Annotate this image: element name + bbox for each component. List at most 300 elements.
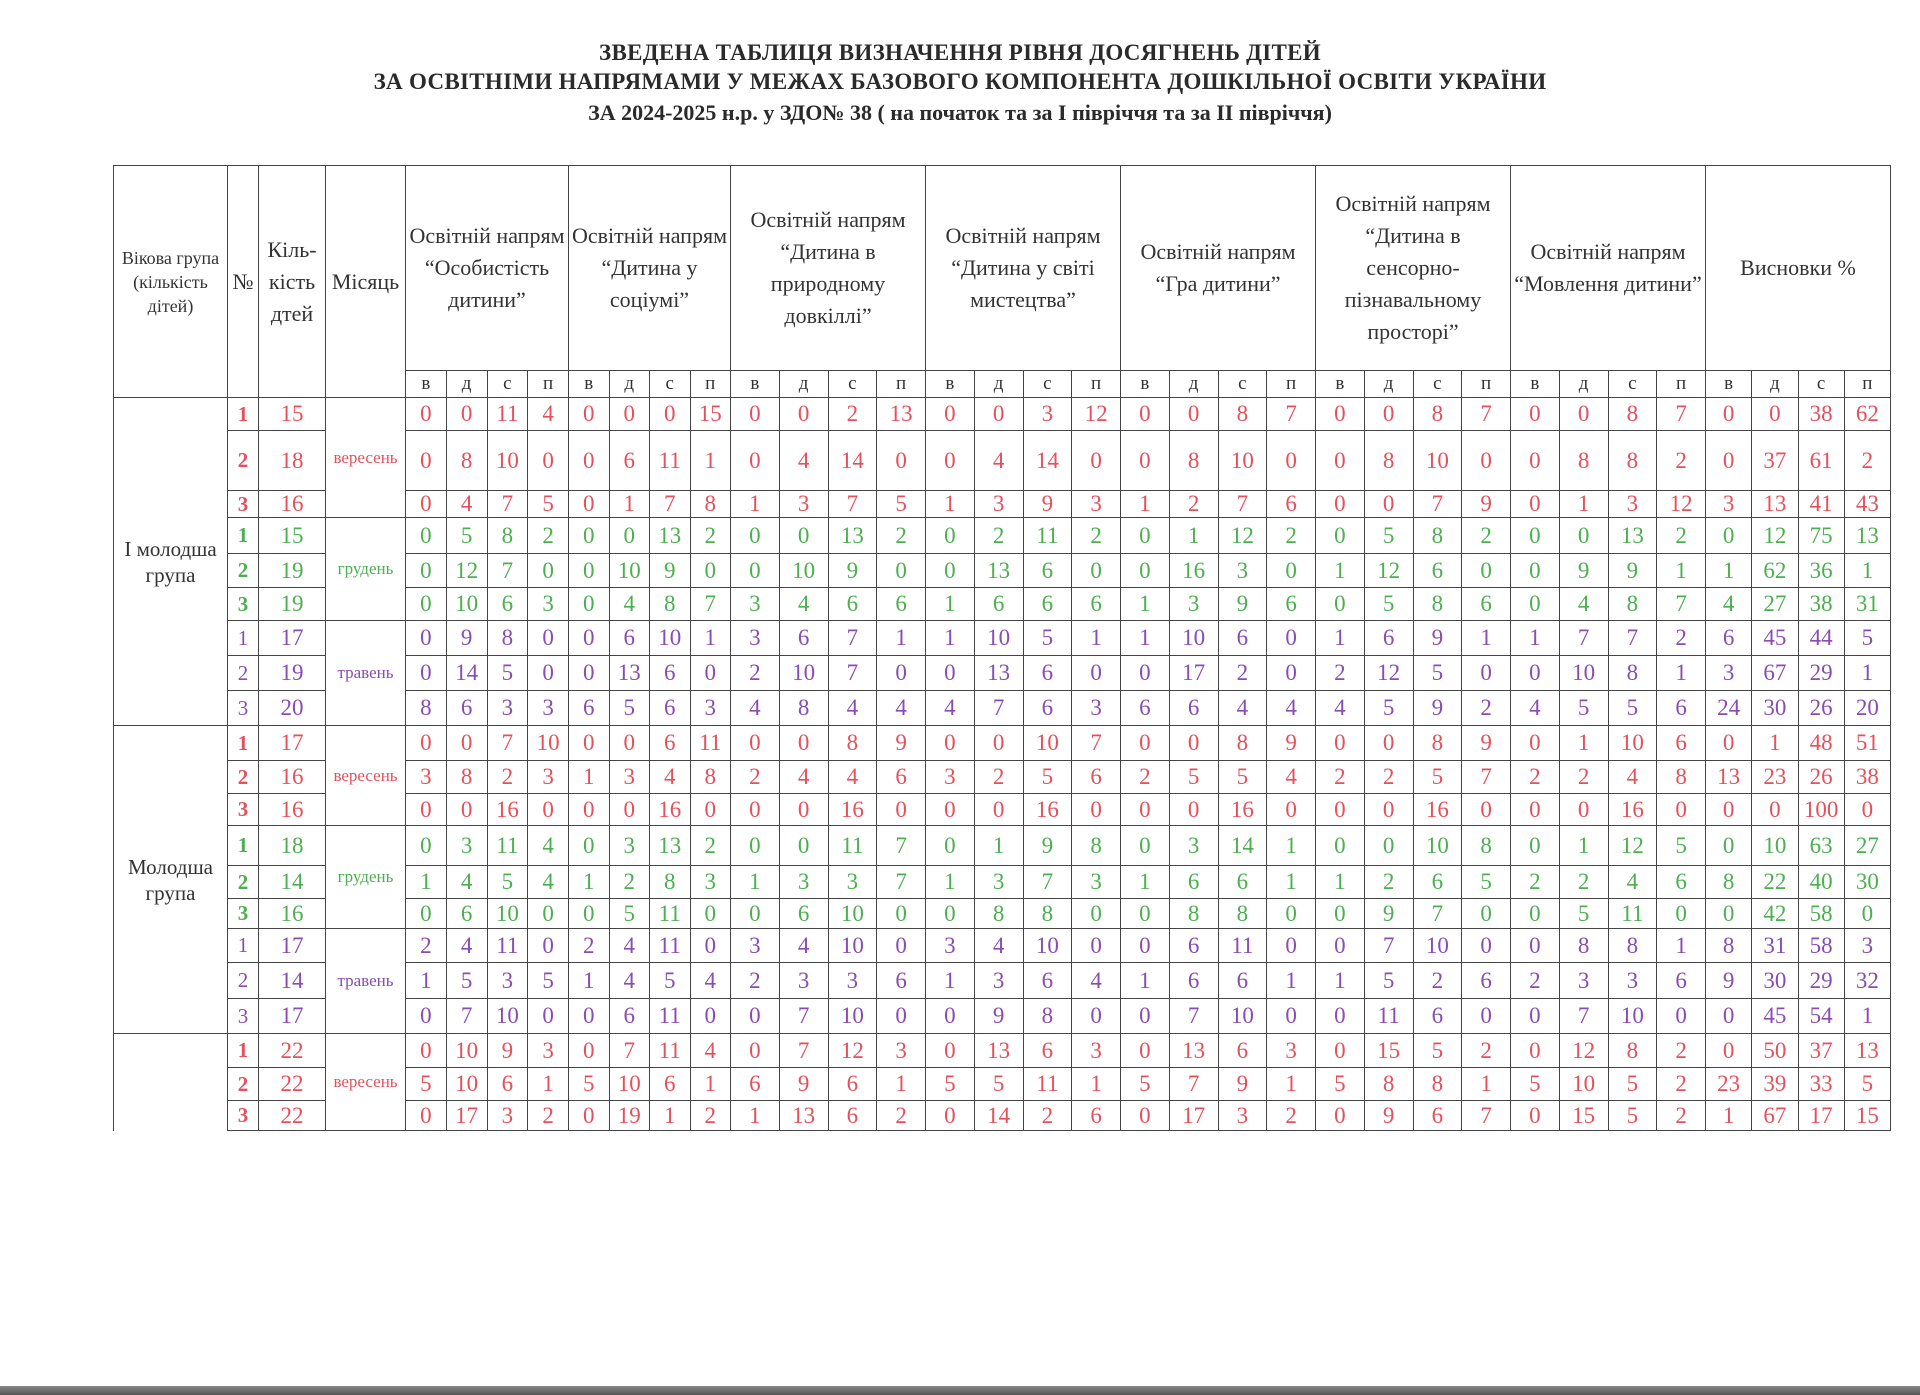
conclusion-percent: 37 [1798,1034,1844,1068]
level-value: 10 [487,999,528,1034]
row-number: 1 [228,621,259,656]
children-count: 17 [259,999,326,1034]
level-value: 9 [1218,588,1267,621]
level-value: 2 [1657,431,1706,491]
level-value: 5 [1364,588,1413,621]
level-value: 7 [487,726,528,761]
conclusion-percent: 31 [1844,588,1890,621]
level-value: 12 [828,1034,877,1068]
level-value: 10 [779,554,828,588]
level-value: 7 [828,491,877,518]
level-value: 11 [1218,929,1267,963]
level-value: 0 [1316,999,1365,1034]
conclusion-percent: 20 [1844,691,1890,726]
level-value: 8 [650,866,691,899]
level-value: 16 [1023,794,1072,826]
level-value: 9 [1364,1101,1413,1131]
conclusion-percent: 1 [1844,999,1890,1034]
level-value: 3 [731,588,780,621]
level-value: 0 [1169,726,1218,761]
conclusion-percent: 39 [1752,1068,1798,1101]
level-value: 3 [828,866,877,899]
level-value: 1 [1072,621,1121,656]
level-value: 0 [569,554,610,588]
level-value: 2 [690,518,731,554]
level-value: 0 [1121,656,1170,691]
level-value: 6 [446,691,487,726]
level-value: 5 [926,1068,975,1101]
level-value: 3 [828,963,877,999]
level-value: 16 [650,794,691,826]
level-value: 4 [974,431,1023,491]
level-value: 3 [1023,398,1072,431]
level-value: 0 [569,588,610,621]
level-value: 2 [1316,761,1365,794]
conclusion-percent: 17 [1798,1101,1844,1131]
level-value: 8 [1169,431,1218,491]
level-value: 7 [1169,1068,1218,1101]
level-value: 1 [1316,621,1365,656]
level-value: 4 [446,929,487,963]
level-header-s: с [650,371,691,398]
level-value: 4 [779,761,828,794]
level-value: 0 [1316,398,1365,431]
level-value: 7 [609,1034,650,1068]
level-value: 7 [779,1034,828,1068]
level-value: 0 [926,431,975,491]
conclusion-percent: 13 [1752,491,1798,518]
level-value: 2 [1267,518,1316,554]
level-value: 0 [528,929,569,963]
level-value: 0 [1657,999,1706,1034]
level-value: 0 [1121,726,1170,761]
level-value: 0 [1121,899,1170,929]
level-value: 9 [446,621,487,656]
level-value: 0 [1121,999,1170,1034]
level-value: 4 [1218,691,1267,726]
level-value: 10 [1023,726,1072,761]
children-count: 22 [259,1034,326,1068]
level-value: 8 [1608,1034,1657,1068]
level-value: 0 [1316,929,1365,963]
level-value: 16 [1608,794,1657,826]
level-value: 0 [877,899,926,929]
level-header-d: д [1364,371,1413,398]
level-value: 4 [690,1034,731,1068]
level-value: 1 [406,866,447,899]
level-header-v: в [569,371,610,398]
level-value: 6 [650,726,691,761]
level-value: 2 [1657,518,1706,554]
level-value: 0 [1072,999,1121,1034]
level-value: 0 [528,899,569,929]
level-value: 5 [1608,691,1657,726]
level-value: 3 [731,929,780,963]
level-value: 13 [974,554,1023,588]
level-value: 1 [1657,656,1706,691]
table-row [114,826,1891,866]
conclusion-percent: 50 [1752,1034,1798,1068]
level-value: 8 [1608,398,1657,431]
level-value: 2 [1511,963,1560,999]
level-value: 2 [528,518,569,554]
level-header-p: п [690,371,731,398]
level-value: 2 [1364,866,1413,899]
level-value: 0 [926,899,975,929]
level-value: 3 [779,866,828,899]
conclusion-percent: 13 [1844,1034,1890,1068]
conclusion-percent: 0 [1706,431,1752,491]
row-number: 2 [228,656,259,691]
level-value: 5 [1218,761,1267,794]
level-value: 1 [569,866,610,899]
level-value: 3 [690,866,731,899]
level-value: 0 [1316,518,1365,554]
level-header-p: п [1844,371,1890,398]
level-value: 0 [974,794,1023,826]
level-value: 4 [877,691,926,726]
level-value: 6 [1413,1101,1462,1131]
level-value: 0 [1316,1101,1365,1131]
level-value: 0 [926,398,975,431]
conclusion-percent: 3 [1706,491,1752,518]
level-value: 9 [1023,826,1072,866]
level-value: 4 [528,826,569,866]
level-value: 0 [926,656,975,691]
conclusion-percent: 0 [1752,398,1798,431]
level-value: 6 [1023,1034,1072,1068]
table-row [114,929,1891,963]
level-value: 1 [1121,491,1170,518]
level-value: 13 [1169,1034,1218,1068]
level-value: 11 [650,1034,691,1068]
conclusion-percent: 1 [1706,554,1752,588]
level-value: 11 [1023,1068,1072,1101]
level-value: 1 [569,761,610,794]
level-value: 5 [1364,691,1413,726]
level-header-v: в [406,371,447,398]
level-value: 1 [1316,963,1365,999]
level-value: 0 [779,726,828,761]
level-value: 0 [877,656,926,691]
level-value: 3 [690,691,731,726]
level-value: 3 [446,826,487,866]
level-value: 0 [1121,826,1170,866]
level-value: 2 [609,866,650,899]
level-value: 3 [779,963,828,999]
level-value: 0 [1121,794,1170,826]
month-cell: грудень [326,518,406,621]
level-value: 7 [487,491,528,518]
level-value: 0 [1316,1034,1365,1068]
level-header-d: д [446,371,487,398]
month-cell: травень [326,621,406,726]
level-value: 8 [690,491,731,518]
conclusion-percent: 0 [1706,794,1752,826]
level-value: 7 [1169,999,1218,1034]
level-value: 2 [569,929,610,963]
conclusion-percent: 12 [1752,518,1798,554]
level-value: 2 [974,761,1023,794]
level-value: 0 [974,726,1023,761]
level-value: 0 [1316,726,1365,761]
level-value: 5 [487,656,528,691]
header-age-group: Вікова група (кількість дітей) [114,166,228,398]
level-value: 0 [1121,431,1170,491]
level-value: 6 [1023,554,1072,588]
level-value: 10 [487,899,528,929]
conclusion-percent: 2 [1844,431,1890,491]
level-value: 7 [487,554,528,588]
level-value: 6 [1218,1034,1267,1068]
level-value: 6 [828,588,877,621]
level-value: 0 [1511,726,1560,761]
level-value: 6 [650,691,691,726]
level-value: 6 [609,999,650,1034]
level-value: 0 [406,491,447,518]
level-value: 6 [1023,691,1072,726]
conclusion-percent: 41 [1798,491,1844,518]
level-value: 8 [1559,431,1608,491]
level-value: 1 [1121,866,1170,899]
level-value: 3 [974,866,1023,899]
level-value: 13 [974,1034,1023,1068]
header-block-nature: Освітній напрям “Дитина в природному довкіллі” [731,166,926,371]
level-value: 0 [1511,518,1560,554]
level-value: 5 [1316,1068,1365,1101]
summary-table [113,165,1891,1131]
level-value: 0 [690,656,731,691]
level-value: 0 [1559,794,1608,826]
level-value: 0 [926,554,975,588]
page-title-line-1: ЗВЕДЕНА ТАБЛИЦЯ ВИЗНАЧЕННЯ РІВНЯ ДОСЯГНЕНЬ ДІТЕЙ [599,40,1321,65]
children-count: 17 [259,929,326,963]
level-value: 9 [1218,1068,1267,1101]
level-value: 2 [690,1101,731,1131]
conclusion-percent: 0 [1844,899,1890,929]
level-value: 15 [690,398,731,431]
level-value: 0 [569,621,610,656]
level-value: 3 [974,491,1023,518]
level-value: 1 [926,588,975,621]
conclusion-percent: 13 [1706,761,1752,794]
level-value: 1 [926,866,975,899]
level-value: 0 [1364,826,1413,866]
children-count: 15 [259,518,326,554]
level-value: 2 [1023,1101,1072,1131]
level-value: 5 [1023,621,1072,656]
level-value: 11 [650,899,691,929]
level-value: 4 [650,761,691,794]
scanner-edge [0,1386,1920,1395]
level-value: 0 [528,999,569,1034]
age-group-cell [114,1034,228,1131]
row-number: 2 [228,554,259,588]
level-value: 1 [1121,621,1170,656]
row-number: 1 [228,826,259,866]
level-value: 0 [1364,726,1413,761]
level-value: 6 [487,1068,528,1101]
conclusion-percent: 0 [1706,518,1752,554]
level-value: 3 [487,963,528,999]
level-value: 9 [1413,691,1462,726]
level-value: 6 [1413,554,1462,588]
level-value: 2 [1657,1068,1706,1101]
level-value: 6 [1023,963,1072,999]
conclusion-percent: 0 [1752,794,1798,826]
conclusion-percent: 23 [1706,1068,1752,1101]
level-value: 5 [406,1068,447,1101]
level-value: 2 [1316,656,1365,691]
level-value: 6 [1657,866,1706,899]
level-value: 3 [528,691,569,726]
level-value: 6 [828,1068,877,1101]
level-value: 1 [1072,1068,1121,1101]
level-value: 8 [1218,398,1267,431]
level-value: 1 [926,963,975,999]
level-value: 0 [974,398,1023,431]
level-value: 16 [828,794,877,826]
level-value: 2 [974,518,1023,554]
level-value: 15 [1364,1034,1413,1068]
level-value: 0 [1511,398,1560,431]
level-value: 6 [609,621,650,656]
level-value: 0 [406,999,447,1034]
level-value: 11 [1364,999,1413,1034]
level-value: 5 [1657,826,1706,866]
conclusion-percent: 5 [1844,621,1890,656]
level-value: 0 [569,656,610,691]
level-value: 11 [1608,899,1657,929]
level-value: 3 [528,1034,569,1068]
level-value: 3 [528,588,569,621]
level-value: 4 [974,929,1023,963]
level-value: 2 [731,761,780,794]
level-value: 7 [1462,398,1511,431]
level-value: 6 [877,761,926,794]
children-count: 17 [259,726,326,761]
row-number: 1 [228,726,259,761]
level-value: 19 [609,1101,650,1131]
header-block-society: Освітній напрям “Дитина у соціумі” [569,166,731,371]
level-value: 0 [1072,431,1121,491]
age-group-cell: І молодша група [114,398,228,726]
row-number: 2 [228,761,259,794]
level-value: 0 [779,518,828,554]
level-value: 8 [1608,656,1657,691]
level-value: 12 [1559,1034,1608,1068]
conclusion-percent: 1 [1706,1101,1752,1131]
level-value: 5 [1169,761,1218,794]
level-value: 6 [1072,1101,1121,1131]
level-value: 3 [528,761,569,794]
level-value: 0 [731,794,780,826]
level-value: 1 [926,491,975,518]
children-count: 19 [259,588,326,621]
level-value: 6 [650,1068,691,1101]
level-value: 1 [1267,1068,1316,1101]
level-value: 9 [1364,899,1413,929]
level-value: 10 [1608,726,1657,761]
level-value: 15 [1559,1101,1608,1131]
row-number: 3 [228,588,259,621]
conclusion-percent: 30 [1752,691,1798,726]
level-value: 0 [1267,431,1316,491]
level-value: 0 [731,999,780,1034]
level-value: 6 [877,963,926,999]
level-value: 7 [1023,866,1072,899]
conclusion-percent: 31 [1752,929,1798,963]
level-value: 7 [446,999,487,1034]
level-value: 0 [406,899,447,929]
level-value: 0 [1121,1101,1170,1131]
level-value: 2 [406,929,447,963]
level-value: 6 [1072,761,1121,794]
conclusion-percent: 61 [1798,431,1844,491]
level-value: 0 [1121,398,1170,431]
level-value: 3 [487,691,528,726]
row-number: 2 [228,1068,259,1101]
month-cell: вересень [326,726,406,826]
level-value: 6 [650,656,691,691]
row-number: 3 [228,899,259,929]
row-number: 3 [228,491,259,518]
level-value: 1 [1559,826,1608,866]
level-value: 1 [974,826,1023,866]
level-value: 12 [1608,826,1657,866]
level-value: 1 [406,963,447,999]
level-value: 10 [1218,431,1267,491]
level-value: 0 [1072,929,1121,963]
level-value: 7 [877,826,926,866]
level-value: 11 [650,929,691,963]
level-value: 0 [1316,431,1365,491]
level-value: 0 [690,794,731,826]
level-header-s: с [487,371,528,398]
level-value: 1 [1316,554,1365,588]
level-value: 6 [1023,588,1072,621]
conclusion-percent: 36 [1798,554,1844,588]
level-value: 0 [1511,899,1560,929]
level-value: 1 [1559,726,1608,761]
conclusion-percent: 0 [1706,1034,1752,1068]
level-value: 7 [650,491,691,518]
level-value: 4 [446,491,487,518]
level-value: 8 [1413,518,1462,554]
children-count: 22 [259,1101,326,1131]
level-value: 7 [1657,398,1706,431]
level-value: 1 [926,621,975,656]
level-value: 8 [828,726,877,761]
level-value: 0 [1462,999,1511,1034]
level-value: 0 [609,726,650,761]
level-value: 10 [446,588,487,621]
row-number: 2 [228,431,259,491]
level-value: 10 [1218,999,1267,1034]
level-value: 0 [1072,554,1121,588]
level-value: 6 [1462,963,1511,999]
row-number: 1 [228,518,259,554]
conclusion-percent: 48 [1798,726,1844,761]
conclusion-percent: 30 [1844,866,1890,899]
level-value: 10 [446,1034,487,1068]
level-value: 0 [926,794,975,826]
level-header-s: с [1413,371,1462,398]
conclusion-percent: 62 [1752,554,1798,588]
conclusion-percent: 58 [1798,899,1844,929]
level-value: 12 [1218,518,1267,554]
level-value: 7 [828,656,877,691]
